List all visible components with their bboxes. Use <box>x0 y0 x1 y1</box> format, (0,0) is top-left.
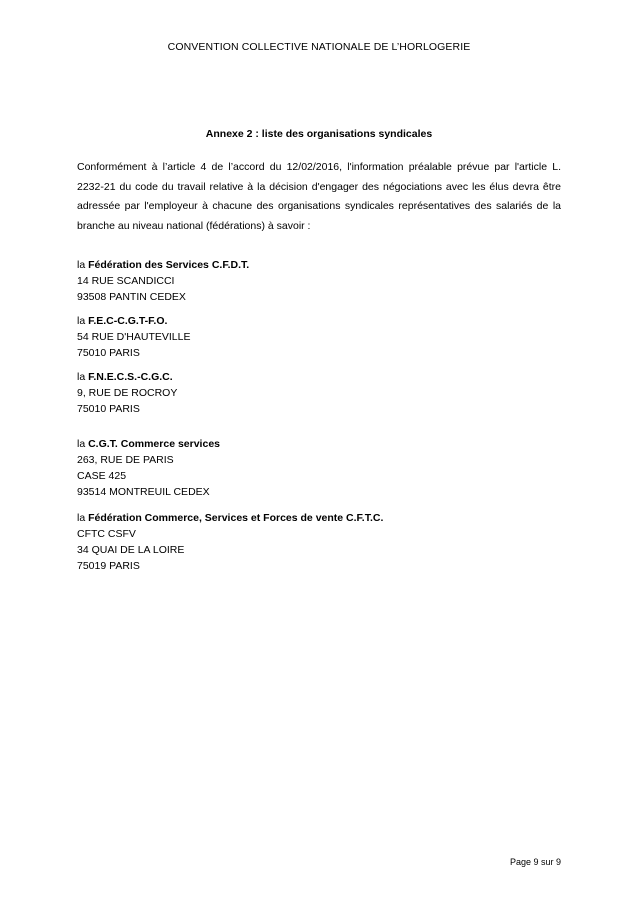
address-line: 75010 PARIS <box>77 347 140 359</box>
organization-block <box>77 369 177 417</box>
address-line: 75010 PARIS <box>77 403 140 415</box>
address-line: 54 RUE D'HAUTEVILLE <box>77 331 191 343</box>
address-line: 9, RUE DE ROCROY <box>77 387 178 399</box>
organization-prefix: la <box>77 371 89 383</box>
organization-block <box>77 510 383 574</box>
organization-block <box>77 436 220 500</box>
organization-name-line <box>77 257 249 273</box>
page-header: CONVENTION COLLECTIVE NATIONALE DE L’HORLOGERIE <box>167 41 471 53</box>
address-line: 93508 PANTIN CEDEX <box>77 291 186 303</box>
address-line: 263, RUE DE PARIS <box>77 454 174 466</box>
organization-name: Fédération Commerce, Services et Forces de vente C.F.T.C. <box>88 512 384 524</box>
address-line: 34 QUAI DE LA LOIRE <box>77 544 185 556</box>
address-line: CFTC CSFV <box>77 528 136 540</box>
organization-name-line <box>77 369 177 385</box>
organization-block <box>77 257 249 305</box>
organization-name-line <box>77 510 383 526</box>
organization-prefix: la <box>77 259 89 271</box>
address-line: 93514 MONTREUIL CEDEX <box>77 486 210 498</box>
page-number: Page 9 sur 9 <box>509 857 561 867</box>
intro-paragraph: Conformément à l’article 4 de l’accord du 12/02/2016, l'information préalable prévue par l'article L. 2232-21 du code du travail relative à la décision d'engager des négociations avec les élus devra être adressée par l'employeur à chacune des organisations syndicales représentatives des salariés de la branche au niveau national (fédérations) à savoir : <box>77 161 561 232</box>
address-line: 14 RUE SCANDICCI <box>77 275 175 287</box>
organization-name: F.N.E.C.S.-C.G.C. <box>88 371 173 383</box>
organization-name: F.E.C-C.G.T-F.O. <box>88 315 168 327</box>
annex-title: Annexe 2 : liste des organisations syndicales <box>205 128 433 140</box>
organization-name-line <box>77 313 190 329</box>
organization-name: C.G.T. Commerce services <box>88 438 220 450</box>
organization-name: Fédération des Services C.F.D.T. <box>88 259 250 271</box>
organization-prefix: la <box>77 438 89 450</box>
organization-prefix: la <box>77 512 89 524</box>
organization-prefix: la <box>77 315 89 327</box>
address-line: 75019 PARIS <box>77 560 140 572</box>
organization-block <box>77 313 190 361</box>
address-line: CASE 425 <box>77 470 127 482</box>
organization-name-line <box>77 436 220 452</box>
